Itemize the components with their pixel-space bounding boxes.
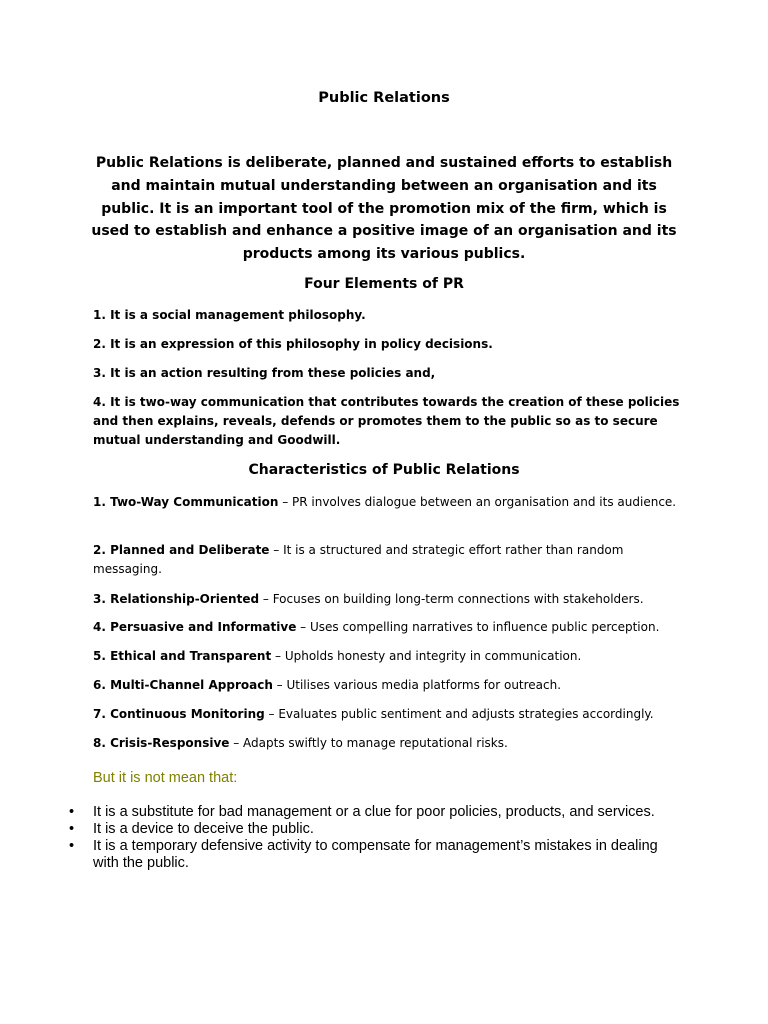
note-heading: But it is not mean that: xyxy=(93,770,238,786)
characteristic-item xyxy=(93,493,683,512)
list-item xyxy=(69,804,673,821)
characteristic-desc: – Evaluates public sentiment and adjusts strategies accordingly. xyxy=(264,707,654,721)
characteristic-desc: – Upholds honesty and integrity in communication. xyxy=(271,649,582,663)
characteristic-item xyxy=(93,705,683,724)
intro-paragraph: Public Relations is deliberate, planned and sustained efforts to establish and maintain mutual understanding between an organisation and its public. It is an important tool of the promotion mix of the firm, which is used to establish and enhance a positive image of an organisation and its products among its various publics. xyxy=(91,155,677,263)
element-item: 4. It is two-way communication that contributes towards the creation of these policies and then explains, reveals, defends or promotes them to the public so as to secure mutual understanding and Goodwill. xyxy=(93,395,680,447)
list-item xyxy=(69,838,673,872)
bullet-list xyxy=(69,804,673,872)
characteristic-item xyxy=(93,541,683,579)
bullet-text: It is a temporary defensive activity to compensate for management’s mistakes in dealing with the public. xyxy=(93,838,658,871)
characteristic-term: 6. Multi-Channel Approach xyxy=(93,678,273,692)
characteristic-desc: – Focuses on building long-term connections with stakeholders. xyxy=(259,592,644,606)
element-item: 2. It is an expression of this philosophy in policy decisions. xyxy=(93,337,493,351)
characteristic-term: 7. Continuous Monitoring xyxy=(93,707,265,721)
elements-heading: Four Elements of PR xyxy=(304,276,464,292)
characteristic-desc: – Utilises various media platforms for outreach. xyxy=(272,678,562,692)
characteristic-term: 8. Crisis-Responsive xyxy=(93,736,230,750)
characteristic-desc: – Adapts swiftly to manage reputational risks. xyxy=(229,736,508,750)
characteristic-item xyxy=(93,618,683,637)
page-title: Public Relations xyxy=(318,90,450,106)
characteristic-item xyxy=(93,647,683,666)
characteristic-desc: – It is a structured and strategic effort rather than random messaging. xyxy=(93,543,624,576)
element-item: 3. It is an action resulting from these policies and, xyxy=(93,366,436,380)
characteristic-term: 2. Planned and Deliberate xyxy=(93,543,270,557)
bullet-text: It is a device to deceive the public. xyxy=(93,821,314,837)
bullet-icon: • xyxy=(69,804,75,820)
characteristic-desc: – Uses compelling narratives to influence public perception. xyxy=(296,620,660,634)
characteristic-term: 1. Two-Way Communication xyxy=(93,495,279,509)
characteristic-desc: – PR involves dialogue between an organisation and its audience. xyxy=(278,495,677,509)
bullet-text: It is a substitute for bad management or a clue for poor policies, products, and services. xyxy=(93,804,655,820)
characteristic-item xyxy=(93,734,683,753)
characteristic-term: 5. Ethical and Transparent xyxy=(93,649,272,663)
characteristic-item xyxy=(93,590,683,609)
characteristic-term: 4. Persuasive and Informative xyxy=(93,620,297,634)
bullet-icon: • xyxy=(69,821,75,837)
element-item: 1. It is a social management philosophy. xyxy=(93,308,366,322)
characteristic-term: 3. Relationship-Oriented xyxy=(93,592,260,606)
characteristic-item xyxy=(93,676,683,695)
list-item xyxy=(69,821,673,838)
characteristics-heading: Characteristics of Public Relations xyxy=(248,462,520,478)
bullet-icon: • xyxy=(69,838,75,854)
